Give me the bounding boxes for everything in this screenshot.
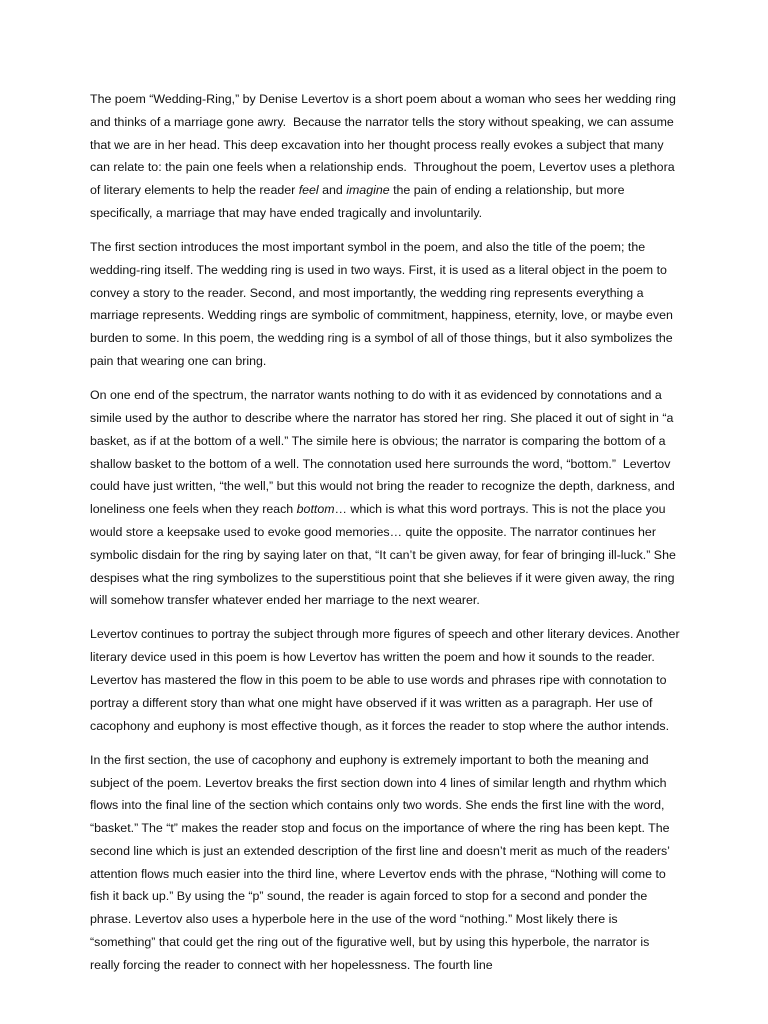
paragraph-3-text: … which is what this word portrays. This is not the place you would store a keepsake used to evoke good memories… quite the opposite. The narrator continues her symbolic disdain for the ring by saying later on that, “It can’t be given away, for fear of bringing ill-luck.” She despises what the ring symbolizes to the superstitious point that she believes if it were given away, the ring will somehow transfer whatever ended her marriage to the next wearer.: [90, 502, 680, 608]
paragraph-3-text: On one end of the spectrum, the narrator wants nothing to do with it as evidenced by connotations and a simile used by the author to describe where the narrator has stored her ring. She placed it out of sight in “a basket, as if at the bottom of a well.” The simile here is obvious; the narrator is comparing the bottom of a shallow basket to the bottom of a well. The connotation used here surrounds the word, “bottom.” Levertov could have just written, “the well,” but this would not bring the reader to recognize the depth, darkness, and loneliness one feels when they reach: [90, 388, 679, 517]
paragraph-4: [90, 623, 684, 737]
paragraph-5: [90, 749, 680, 977]
document-page: [90, 88, 684, 988]
paragraph-4-text: Levertov continues to portray the subject through more figures of speech and other literary devices. Another literary device used in this poem is how Levertov has written the poem and how it sounds to the reader. Levertov has mastered the flow in this poem to be able to use words and phrases ripe with connotation to portray a different story than what one might have observed if it was written as a paragraph. Her use of cacophony and euphony is most effective though, as it forces the reader to stop where the author intends.: [90, 627, 684, 733]
paragraph-1: [90, 88, 680, 225]
italic-word-imagine: imagine: [346, 183, 390, 198]
paragraph-1-text: the pain of ending a relationship, but more specifically, a marriage that may have ended tragically and involuntarily.: [90, 183, 628, 220]
italic-word-bottom: bottom: [296, 502, 335, 517]
paragraph-3: [90, 384, 680, 612]
paragraph-2: [90, 236, 680, 373]
paragraph-2-text: The first section introduces the most important symbol in the poem, and also the title of the poem; the wedding-ring itself. The wedding ring is used in two ways. First, it is used as a literal object in the poem to convey a story to the reader. Second, and most importantly, the wedding ring represents everything a marriage represents. Wedding rings are symbolic of commitment, happiness, eternity, love, or maybe even burden to some. In this poem, the wedding ring is a symbol of all of those things, but it also symbolizes the pain that wearing one can bring.: [90, 240, 677, 369]
paragraph-1-text: and: [318, 183, 347, 198]
italic-word-feel: feel: [298, 183, 319, 198]
paragraph-1-text: The poem “Wedding-Ring,” by Denise Levertov is a short poem about a woman who sees her wedding ring and thinks of a marriage gone awry. Because the narrator tells the story without speaking, we can assume that we are in her head. This deep excavation into her thought process really evokes a subject that many can relate to: the pain one feels when a relationship ends. Throughout the poem, Levertov uses a plethora of literary elements to help the reader: [90, 92, 680, 198]
paragraph-5-text: In the first section, the use of cacophony and euphony is extremely important to both the meaning and subject of the poem. Levertov breaks the first section down into 4 lines of similar length and rhythm which flows into the final line of the section which contains only two words. She ends the first line with the word, “basket.” The “t” makes the reader stop and focus on the importance of where the ring has been kept. The second line which is just an extended description of the first line and doesn’t merit as much of the readers’ attention flows much easier into the third line, where Levertov ends with the phrase, “Nothing will come to fish it back up.” By using the “p” sound, the reader is again forced to stop for a second and ponder the phrase. Levertov also uses a hyperbole here in the use of the word “nothing.” Most likely there is “something” that could get the ring out of the figurative well, but by using this hyperbole, the narrator is really forcing the reader to connect with her hopelessness. The fourth line: [90, 752, 673, 972]
